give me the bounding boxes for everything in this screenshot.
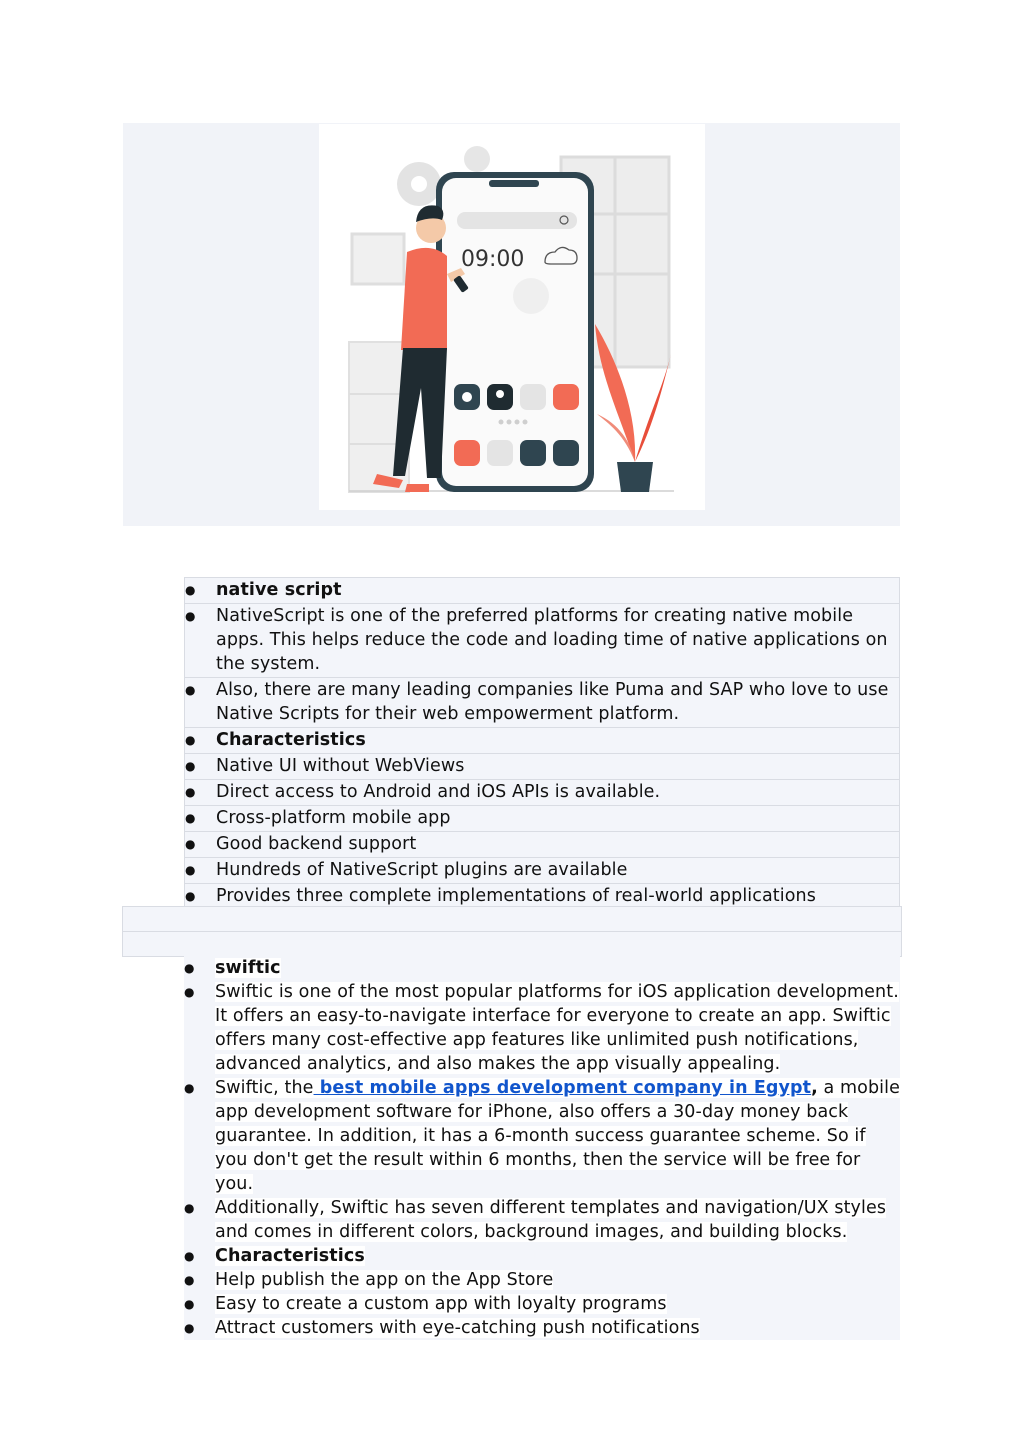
link-prefix-text: Swiftic, the xyxy=(215,1078,314,1098)
list-item-text: Good backend support xyxy=(216,834,417,854)
bullet-icon: ● xyxy=(185,785,196,799)
list-item xyxy=(184,780,900,806)
phone-illustration xyxy=(319,124,705,510)
list-item-text: Provides three complete implementations of real-world applications xyxy=(216,886,816,906)
list-item xyxy=(184,1196,900,1244)
list-item xyxy=(184,956,900,980)
list-item xyxy=(184,577,900,604)
list-item xyxy=(184,678,900,728)
list-item-text: Swiftic is one of the most popular platforms for iOS application development. It offers an easy-to-navigate interface for everyone to create an app. Swiftic offers many cost-effective app features like unlimited push notifications, advanced analytics, and also makes the app visually appealing. xyxy=(215,982,899,1074)
bullet-icon: ● xyxy=(185,733,196,747)
bullet-icon: ● xyxy=(185,811,196,825)
clock-text: 09:00 xyxy=(461,247,525,272)
section-heading: swiftic xyxy=(215,958,281,978)
link-comma: , xyxy=(811,1078,818,1098)
link-suffix-text: a mobile app development software for iPhone, also offers a 30-day money back guarantee. In addition, it has a 6-month success guarantee scheme. So if you don't get the result within 6 months, then the service will be free for you. xyxy=(215,1078,900,1194)
list-item-text: NativeScript is one of the preferred platforms for creating native mobile apps. This helps reduce the code and loading time of native applications on the system. xyxy=(216,606,888,674)
list-item xyxy=(184,832,900,858)
bullet-icon: ● xyxy=(184,1297,195,1311)
list-item xyxy=(184,806,900,832)
list-item-text: Help publish the app on the App Store xyxy=(215,1270,554,1290)
bullet-icon: ● xyxy=(185,759,196,773)
list-item xyxy=(184,1292,900,1316)
bullet-icon: ● xyxy=(185,837,196,851)
section-heading: native script xyxy=(216,580,342,600)
list-item xyxy=(184,858,900,884)
list-item-text: Native UI without WebViews xyxy=(216,756,465,776)
list-item xyxy=(184,1316,900,1340)
native-script-list xyxy=(184,577,900,910)
bullet-icon: ● xyxy=(184,961,195,975)
characteristics-heading: Characteristics xyxy=(216,730,366,750)
list-item xyxy=(184,1076,900,1196)
list-item xyxy=(184,728,900,754)
bullet-icon: ● xyxy=(185,683,196,697)
bullet-icon: ● xyxy=(184,1201,195,1215)
bullet-icon: ● xyxy=(185,583,196,597)
list-item-text: Additionally, Swiftic has seven different templates and navigation/UX styles and comes in different colors, background images, and building blocks. xyxy=(215,1198,887,1242)
list-item-text: Easy to create a custom app with loyalty programs xyxy=(215,1294,667,1314)
empty-table-row xyxy=(122,906,902,932)
list-item xyxy=(184,1268,900,1292)
characteristics-heading: Characteristics xyxy=(215,1246,365,1266)
bullet-icon: ● xyxy=(184,1081,195,1095)
bullet-icon: ● xyxy=(185,863,196,877)
list-item-text: Cross-platform mobile app xyxy=(216,808,451,828)
list-item xyxy=(184,604,900,678)
bullet-icon: ● xyxy=(184,1321,195,1335)
list-item xyxy=(184,1244,900,1268)
list-item xyxy=(184,980,900,1076)
company-link[interactable]: best mobile apps development company in Egypt xyxy=(313,1078,812,1098)
list-item-text: Also, there are many leading companies like Puma and SAP who love to use Native Scripts for their web empowerment platform. xyxy=(216,680,889,724)
list-item-text: Hundreds of NativeScript plugins are available xyxy=(216,860,628,880)
bullet-icon: ● xyxy=(185,889,196,903)
bullet-icon: ● xyxy=(184,985,195,999)
swiftic-list xyxy=(184,956,900,1340)
list-item-text: Attract customers with eye-catching push notifications xyxy=(215,1318,700,1338)
bullet-icon: ● xyxy=(184,1273,195,1287)
empty-table-row xyxy=(122,931,902,957)
list-item-text xyxy=(215,1078,900,1194)
bullet-icon: ● xyxy=(184,1249,195,1263)
bullet-icon: ● xyxy=(185,609,196,623)
list-item-text: Direct access to Android and iOS APIs is available. xyxy=(216,782,661,802)
list-item xyxy=(184,754,900,780)
